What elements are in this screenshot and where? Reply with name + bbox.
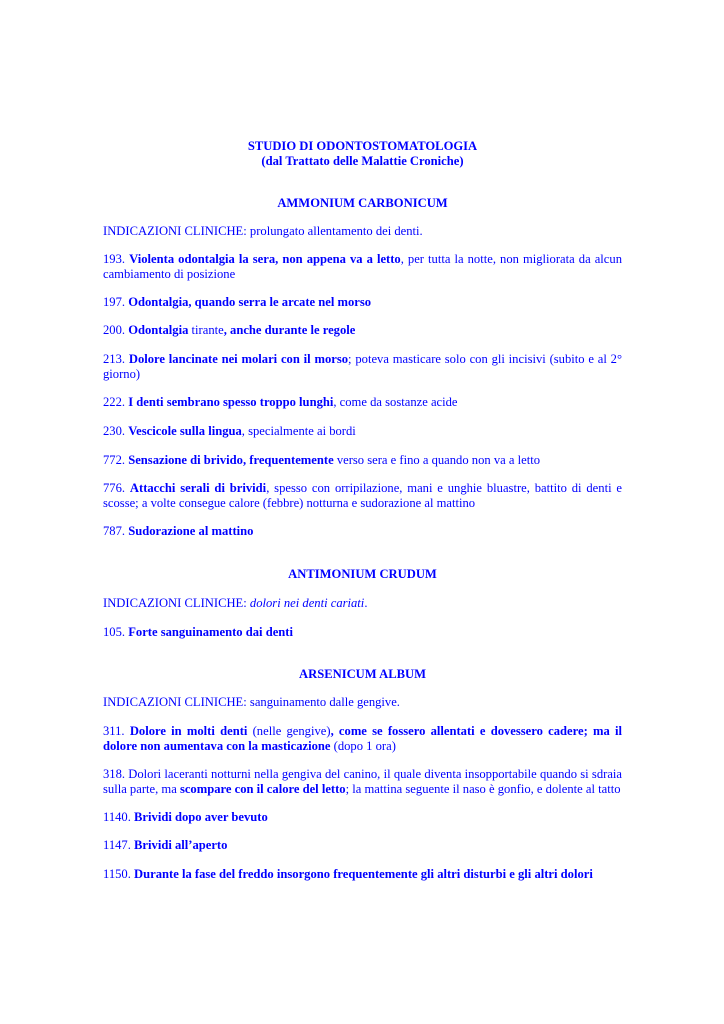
entry-number: 1147.	[103, 838, 131, 852]
entry-230	[103, 424, 622, 439]
entry-776	[103, 481, 622, 511]
entry-text: tirante	[188, 323, 224, 337]
entry-bold-text: scompare con il calore del letto	[179, 782, 346, 796]
entry-1140	[103, 810, 622, 825]
entry-bold-text: Sudorazione al mattino	[128, 524, 254, 538]
entry-200	[103, 323, 622, 338]
entry-193	[103, 252, 622, 282]
entry-bold-text: I denti sembrano spesso troppo lunghi	[128, 395, 334, 409]
entry-text: , spesso con orripilazione, mani e unghie bluastre, battito di denti e scosse; a volte consegue calore (febbre) notturna e sudorazione al mattino	[103, 481, 623, 510]
indications-text: sanguinamento dalle gengive.	[249, 695, 400, 709]
entry-number: 222.	[103, 395, 126, 409]
entry-bold-text: Forte sanguinamento dai denti	[128, 625, 293, 639]
entry-222	[103, 395, 622, 410]
section-heading-antimonium: ANTIMONIUM CRUDUM	[288, 567, 437, 581]
entry-bold-text: Brividi dopo aver bevuto	[134, 810, 268, 824]
indications-label: INDICAZIONI CLINICHE:	[103, 695, 247, 709]
entry-text: , come da sostanze acide	[333, 395, 458, 409]
entry-bold-text: Brividi all’aperto	[134, 838, 228, 852]
indications-label: INDICAZIONI CLINICHE:	[103, 224, 247, 238]
section-heading-arsenicum: ARSENICUM ALBUM	[299, 667, 426, 681]
entry-number: 193.	[103, 252, 126, 266]
entry-number: 230.	[103, 424, 126, 438]
indications-arsenicum	[103, 695, 622, 710]
entry-text: ; poteva masticare solo con gli incisivi (subito e al 2° giorno)	[103, 352, 622, 381]
entry-text: , per tutta la notte, non migliorata da alcun cambiamento di posizione	[103, 252, 622, 281]
entry-197	[103, 295, 622, 310]
entry-number: 213.	[103, 352, 126, 366]
entry-number: 318.	[103, 767, 126, 781]
entry-105	[103, 625, 622, 640]
indications-label: INDICAZIONI CLINICHE:	[103, 596, 247, 610]
entry-1147	[103, 838, 622, 853]
entry-number: 1140.	[103, 810, 131, 824]
entry-number: 787.	[103, 524, 126, 538]
document-title	[103, 139, 622, 169]
entry-bold-text-2: , come se fossero allentati e dovessero cadere; ma il dolore non aumentava con la masticazione	[103, 724, 623, 753]
entry-bold-text: Dolore lancinate nei molari con il morso	[128, 352, 349, 366]
entry-772	[103, 453, 622, 468]
entry-text: (nelle gengive)	[247, 724, 331, 738]
entry-text-2: ; la mattina seguente il naso è gonfio, e dolente al tatto	[345, 782, 621, 796]
entry-bold-text: Odontalgia	[128, 323, 189, 337]
indications-text: dolori nei denti cariati	[249, 596, 365, 610]
entry-213	[103, 352, 622, 382]
entry-bold-text: Attacchi serali di brividi	[129, 481, 267, 495]
entry-bold-text: Odontalgia, quando serra le arcate nel morso	[128, 295, 372, 309]
entry-1150	[103, 867, 622, 882]
entry-text: Dolori laceranti notturni nella gengiva del canino, il quale diventa insopportabile quando si sdraia sulla parte, ma	[103, 767, 622, 796]
entry-number: 200.	[103, 323, 126, 337]
section-heading-ammonium: AMMONIUM CARBONICUM	[277, 196, 448, 210]
entry-bold-text: Vescicole sulla lingua	[128, 424, 242, 438]
entry-bold-text: Durante la fase del freddo insorgono frequentemente gli altri disturbi e gli altri dolori	[134, 867, 593, 881]
entry-bold-text: Sensazione di brivido, frequentemente	[128, 453, 334, 467]
entry-bold-text: Dolore in molti denti	[129, 724, 248, 738]
entry-text: verso sera e fino a quando non va a letto	[333, 453, 540, 467]
entry-number: 772.	[103, 453, 126, 467]
entry-number: 105.	[103, 625, 126, 639]
entry-number: 197.	[103, 295, 126, 309]
entry-318	[103, 767, 622, 797]
entry-bold-text: Violenta odontalgia la sera, non appena va a letto	[129, 252, 401, 266]
indications-end: .	[364, 596, 368, 610]
indications-text: prolungato allentamento dei denti.	[249, 224, 423, 238]
indications-antimonium	[103, 596, 622, 611]
entry-number: 776.	[103, 481, 126, 495]
indications-ammonium	[103, 224, 622, 239]
title-line-1: STUDIO DI ODONTOSTOMATOLOGIA	[247, 139, 478, 153]
title-line-2: (dal Trattato delle Malattie Croniche)	[261, 154, 464, 168]
entry-787	[103, 524, 622, 539]
entry-bold-text-2: , anche durante le regole	[223, 323, 356, 337]
entry-number: 1150.	[103, 867, 131, 881]
entry-text: , specialmente ai bordi	[241, 424, 356, 438]
entry-text-2: (dopo 1 ora)	[330, 739, 396, 753]
entry-311	[103, 724, 622, 754]
entry-number: 311.	[103, 724, 125, 738]
